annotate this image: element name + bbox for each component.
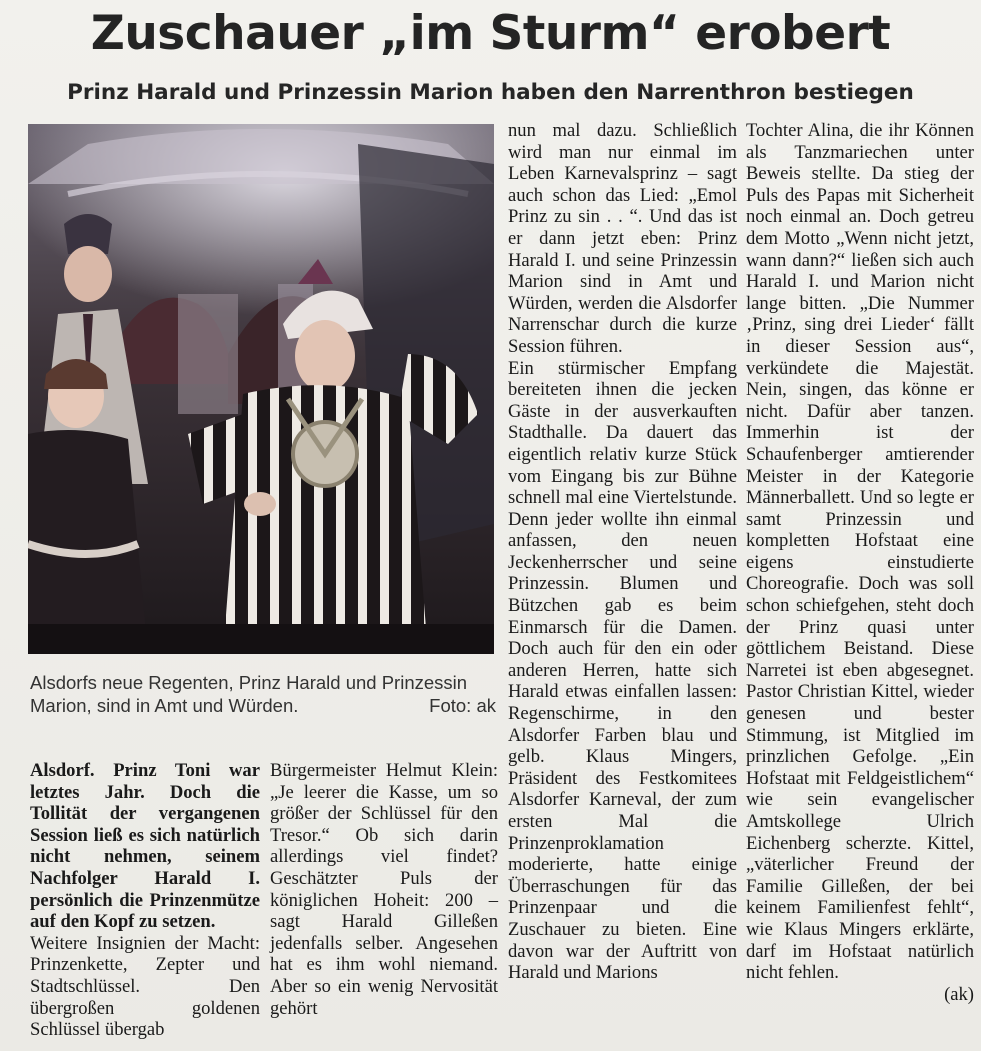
body-paragraph: nun mal dazu. Schließlich wird man nur einmal im Leben Karnevalsprinz – sagt auch schon das Lied: „Emol Prinz zu sin . . “. Und das ist er dann jetzt eben: Prinz Harald I. und seine Prinzessin Marion sind in Amt und Würden, werden die Alsdorfer Narrenschar durch die kurze Session führen. [508,120,737,357]
caption-line-1: Alsdorfs neue Regenten, Prinz Harald und Prinzessin [30,672,468,693]
column-4 [746,120,974,1005]
photo-caption [30,672,498,717]
author-tag: (ak) [944,983,974,1005]
column-1 [30,760,260,1041]
caption-line-2 [30,695,498,718]
body-paragraph: Bürgermeister Helmut Klein: „Je leerer die Kasse, um so größer der Schlüssel für den Tresor.“ Ob sich darin allerdings viel findet? Geschätzter Puls der königlichen Hoheit: 200 – sagt Harald Gilleßen jedenfalls selber. Angesehen hat es ihm wohl niemand. Aber so ein wenig Nervosität gehört [270,760,498,1019]
photo-credit: Foto: ak [429,694,496,716]
column-3 [508,120,737,984]
article-photo [28,124,494,654]
body-paragraph: Tochter Alina, die ihr Können als Tanzmariechen unter Beweis stellte. Da stieg der Puls des Papas mit Sicherheit noch einmal an. Doch getreu dem Motto „Wenn nicht jetzt, wann dann?“ ließen sich auch Harald I. und Marion nicht lange bitten. „Die Nummer ‚Prinz, sing drei Lieder‘ fällt in dieser Session aus“, verkündete die Majestät. Nein, singen, das könne er nicht. Dafür aber tanzen. Immerhin ist der Schaufenberger amtierender Meister in der Kategorie Männerballett. Und so legte er samt Prinzessin und kompletten Hofstaat eine eigens einstudierte Choreografie. Doch was soll schon schiefgehen, steht doch der Prinz quasi unter göttlichem Beistand. Diese Narretei ist eben abgesegnet. Pastor Christian Kittel, wieder genesen und bester Stimmung, ist Mitglied im prinzlichen Gefolge. „Ein Hofstaat mit Feldgeistlichem“ wie sein evangelischer Amtskollege Ulrich Eichenberg scherzte. Kittel, „väterlicher Freund der Familie Gilleßen, der bei keinem Familienfest fehlt“, wie Klaus Mingers erklärte, darf im Hofstaat natürlich nicht fehlen. [746,120,974,984]
caption-text: Marion, sind in Amt und Würden. [30,694,299,716]
headline: Zuschauer „im Sturm“ erobert [90,6,891,61]
lead-paragraph: Alsdorf. Prinz Toni war letztes Jahr. Doch die Tollität der vergangenen Session ließ es sich natürlich nicht nehmen, seinem Nachfolger Harald I. persönlich die Prinzenmütze auf den Kopf zu setzen. [30,760,260,933]
body-paragraph: Ein stürmischer Empfang bereiteten ihnen die jecken Gäste in der ausverkauften Stadthalle. Da dauert das eigentlich relativ kurze Stück vom Eingang bis zur Bühne schnell mal eine Viertelstunde. Denn jeder wollte ihn einmal anfassen, den neuen Jeckenherrscher und seine Prinzessin. Blumen und Bützchen gab es beim Einmarsch für die Damen. Doch auch für den ein oder anderen Herren, hatte sich Harald etwas einfallen lassen: Regenschirme, in den Alsdorfer Farben blau und gelb. Klaus Mingers, Präsident des Festkomitees Alsdorfer Karneval, der zum ersten Mal die Prinzenproklamation moderierte, hatte einige Überraschungen für das Prinzenpaar und die Zuschauer zu bieten. Eine davon war der Auftritt von Harald und Marions [508,357,737,984]
body-paragraph: Weitere Insignien der Macht: Prinzenkette, Zepter und Stadtschlüssel. Den übergroßen goldenen Schlüssel übergab [30,932,260,1041]
column-2 [270,760,498,1019]
subheadline: Prinz Harald und Prinzessin Marion haben den Narrenthron bestiegen [67,80,914,105]
